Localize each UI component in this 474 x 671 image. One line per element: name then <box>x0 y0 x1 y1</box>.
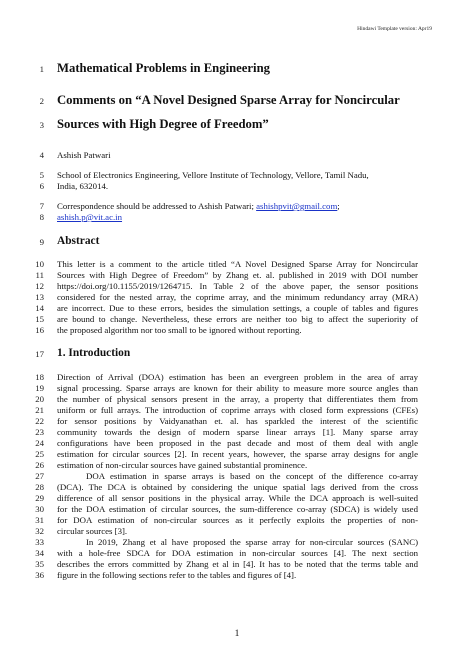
intro-line: estimation for circular sources [2]. In recent years, however, the sparse array designs for angle <box>57 449 418 459</box>
abstract-line: are bound to change. Nevertheless, these errors are neither too big to affect the superiority of <box>57 314 418 324</box>
line-number: 18 <box>35 372 44 382</box>
intro-line: signal processing. Sparse arrays are known for their ability to measure more source angles than <box>57 383 418 393</box>
line-number: 13 <box>35 292 44 302</box>
abstract-line: considered for the nested array, the coprime array, and the minimum redundancy array (MRA) <box>57 292 418 302</box>
intro-line: for sensor positions by Vaidyanathan et. al. has sparkled the interest of the scientific <box>57 416 418 426</box>
abstract-line: are incorrect. Due to these errors, besides the simulation settings, a couple of tables and figures <box>57 303 418 313</box>
intro-line: Direction of Arrival (DOA) estimation has been an evergreen problem in the area of array <box>57 372 418 382</box>
line-number: 33 <box>35 537 44 547</box>
line-number: 9 <box>39 237 44 247</box>
email-separator: ; <box>337 201 340 211</box>
page-number: 1 <box>234 629 240 639</box>
line-number: 20 <box>35 394 44 404</box>
line-number: 12 <box>35 281 44 291</box>
line-number: 23 <box>35 427 44 437</box>
intro-line: uniform or full arrays. The introduction of coprime arrays with closed form expressions (CFEs) <box>57 405 418 415</box>
correspondence-line <box>57 201 340 211</box>
intro-line: figure in the following sections refer to the tables and figures of [4]. <box>57 570 297 580</box>
journal-name: Mathematical Problems in Engineering <box>57 61 270 75</box>
abstract-line: Sources with High Degree of Freedom” by Zhang et. al. published in 2019 with DOI number <box>57 270 418 280</box>
line-number: 27 <box>35 471 44 481</box>
intro-line: for the DOA estimation of circular sources, the sum-difference co-array (SDCA) is widely used <box>57 504 418 514</box>
line-number: 16 <box>35 325 44 335</box>
line-number: 25 <box>35 449 44 459</box>
line-number: 35 <box>35 559 44 569</box>
line-number: 36 <box>35 570 44 580</box>
line-number: 8 <box>39 212 44 222</box>
abstract-heading: Abstract <box>57 235 100 247</box>
line-number: 30 <box>35 504 44 514</box>
intro-line: the number of physical sensors present in the array, a property that differentiates them from <box>57 394 418 404</box>
paper-title-line-1: Comments on “A Novel Designed Sparse Array for Noncircular <box>57 93 400 107</box>
abstract-line: https://doi.org/10.1155/2019/1264715. In Table 2 of the above paper, the sensor positions <box>57 281 418 291</box>
line-number: 7 <box>39 201 44 211</box>
line-number: 29 <box>35 493 44 503</box>
line-number: 14 <box>35 303 44 313</box>
intro-line: describes the errors committed by Zhang et al in [4]. It has to be noted that the terms table and <box>57 559 418 569</box>
affiliation-line-1: School of Electronics Engineering, Vellore Institute of Technology, Vellore, Tamil Nadu, <box>57 170 369 180</box>
intro-line: difference of all sensor positions in the physical array. While the DCA approach is well-suited <box>57 493 418 503</box>
affiliation-line-2: India, 632014. <box>57 181 109 191</box>
line-number: 34 <box>35 548 44 558</box>
intro-line: community towards the design of modern sparse linear arrays [1]. Many sparse array <box>57 427 418 437</box>
intro-line: estimation of non-circular sources have gained substantial prominence. <box>57 460 308 470</box>
intro-line: In 2019, Zhang et al have proposed the sparse array for non-circular sources (SANC) <box>86 537 418 547</box>
line-number: 5 <box>39 170 44 180</box>
line-number: 32 <box>35 526 44 536</box>
intro-line: DOA estimation in sparse arrays is based on the concept of the difference co-array <box>86 471 418 481</box>
line-number: 28 <box>35 482 44 492</box>
correspondence-prefix: Correspondence should be addressed to Ashish Patwari; <box>57 201 257 211</box>
line-number: 22 <box>35 416 44 426</box>
correspondence-line-2 <box>57 212 122 222</box>
intro-line: (DCA). The DCA is obtained by considering the unique spatial lags derived from the cross <box>57 482 418 492</box>
intro-line: with a hole-free SDCA for DOA estimation in non-circular sources [4]. The next section <box>57 548 418 558</box>
line-number: 1 <box>39 64 44 74</box>
line-number: 10 <box>35 259 44 269</box>
introduction-heading: 1. Introduction <box>57 347 131 359</box>
email-link-primary[interactable]: ashishpvit@gmail.com <box>256 201 338 211</box>
intro-line: configurations have been proposed in the past decade and most of them deal with angle <box>57 438 418 448</box>
line-number: 31 <box>35 515 44 525</box>
abstract-line: This letter is a comment to the article titled “A Novel Designed Sparse Array for Noncircular <box>57 259 418 269</box>
line-number: 3 <box>39 120 44 130</box>
template-version-header: Hindawi Template version: Apr19 <box>357 26 432 32</box>
abstract-line: the proposed algorithm nor too small to be ignored without reporting. <box>57 325 302 335</box>
line-number: 6 <box>39 181 44 191</box>
intro-line: for DOA estimation of non-circular sources as it perfectly exploits the properties of non- <box>57 515 418 525</box>
author-name: Ashish Patwari <box>57 150 111 160</box>
line-number: 21 <box>35 405 44 415</box>
line-number: 2 <box>39 96 44 106</box>
line-number: 26 <box>35 460 44 470</box>
line-number: 11 <box>35 270 44 280</box>
paper-title-line-2: Sources with High Degree of Freedom” <box>57 117 269 131</box>
line-number: 24 <box>35 438 44 448</box>
email-link-secondary[interactable]: ashish.p@vit.ac.in <box>57 212 123 222</box>
line-number: 15 <box>35 314 44 324</box>
line-number: 19 <box>35 383 44 393</box>
line-number: 4 <box>39 150 44 160</box>
line-number: 17 <box>35 349 44 359</box>
intro-line: circular sources [3]. <box>57 526 128 536</box>
